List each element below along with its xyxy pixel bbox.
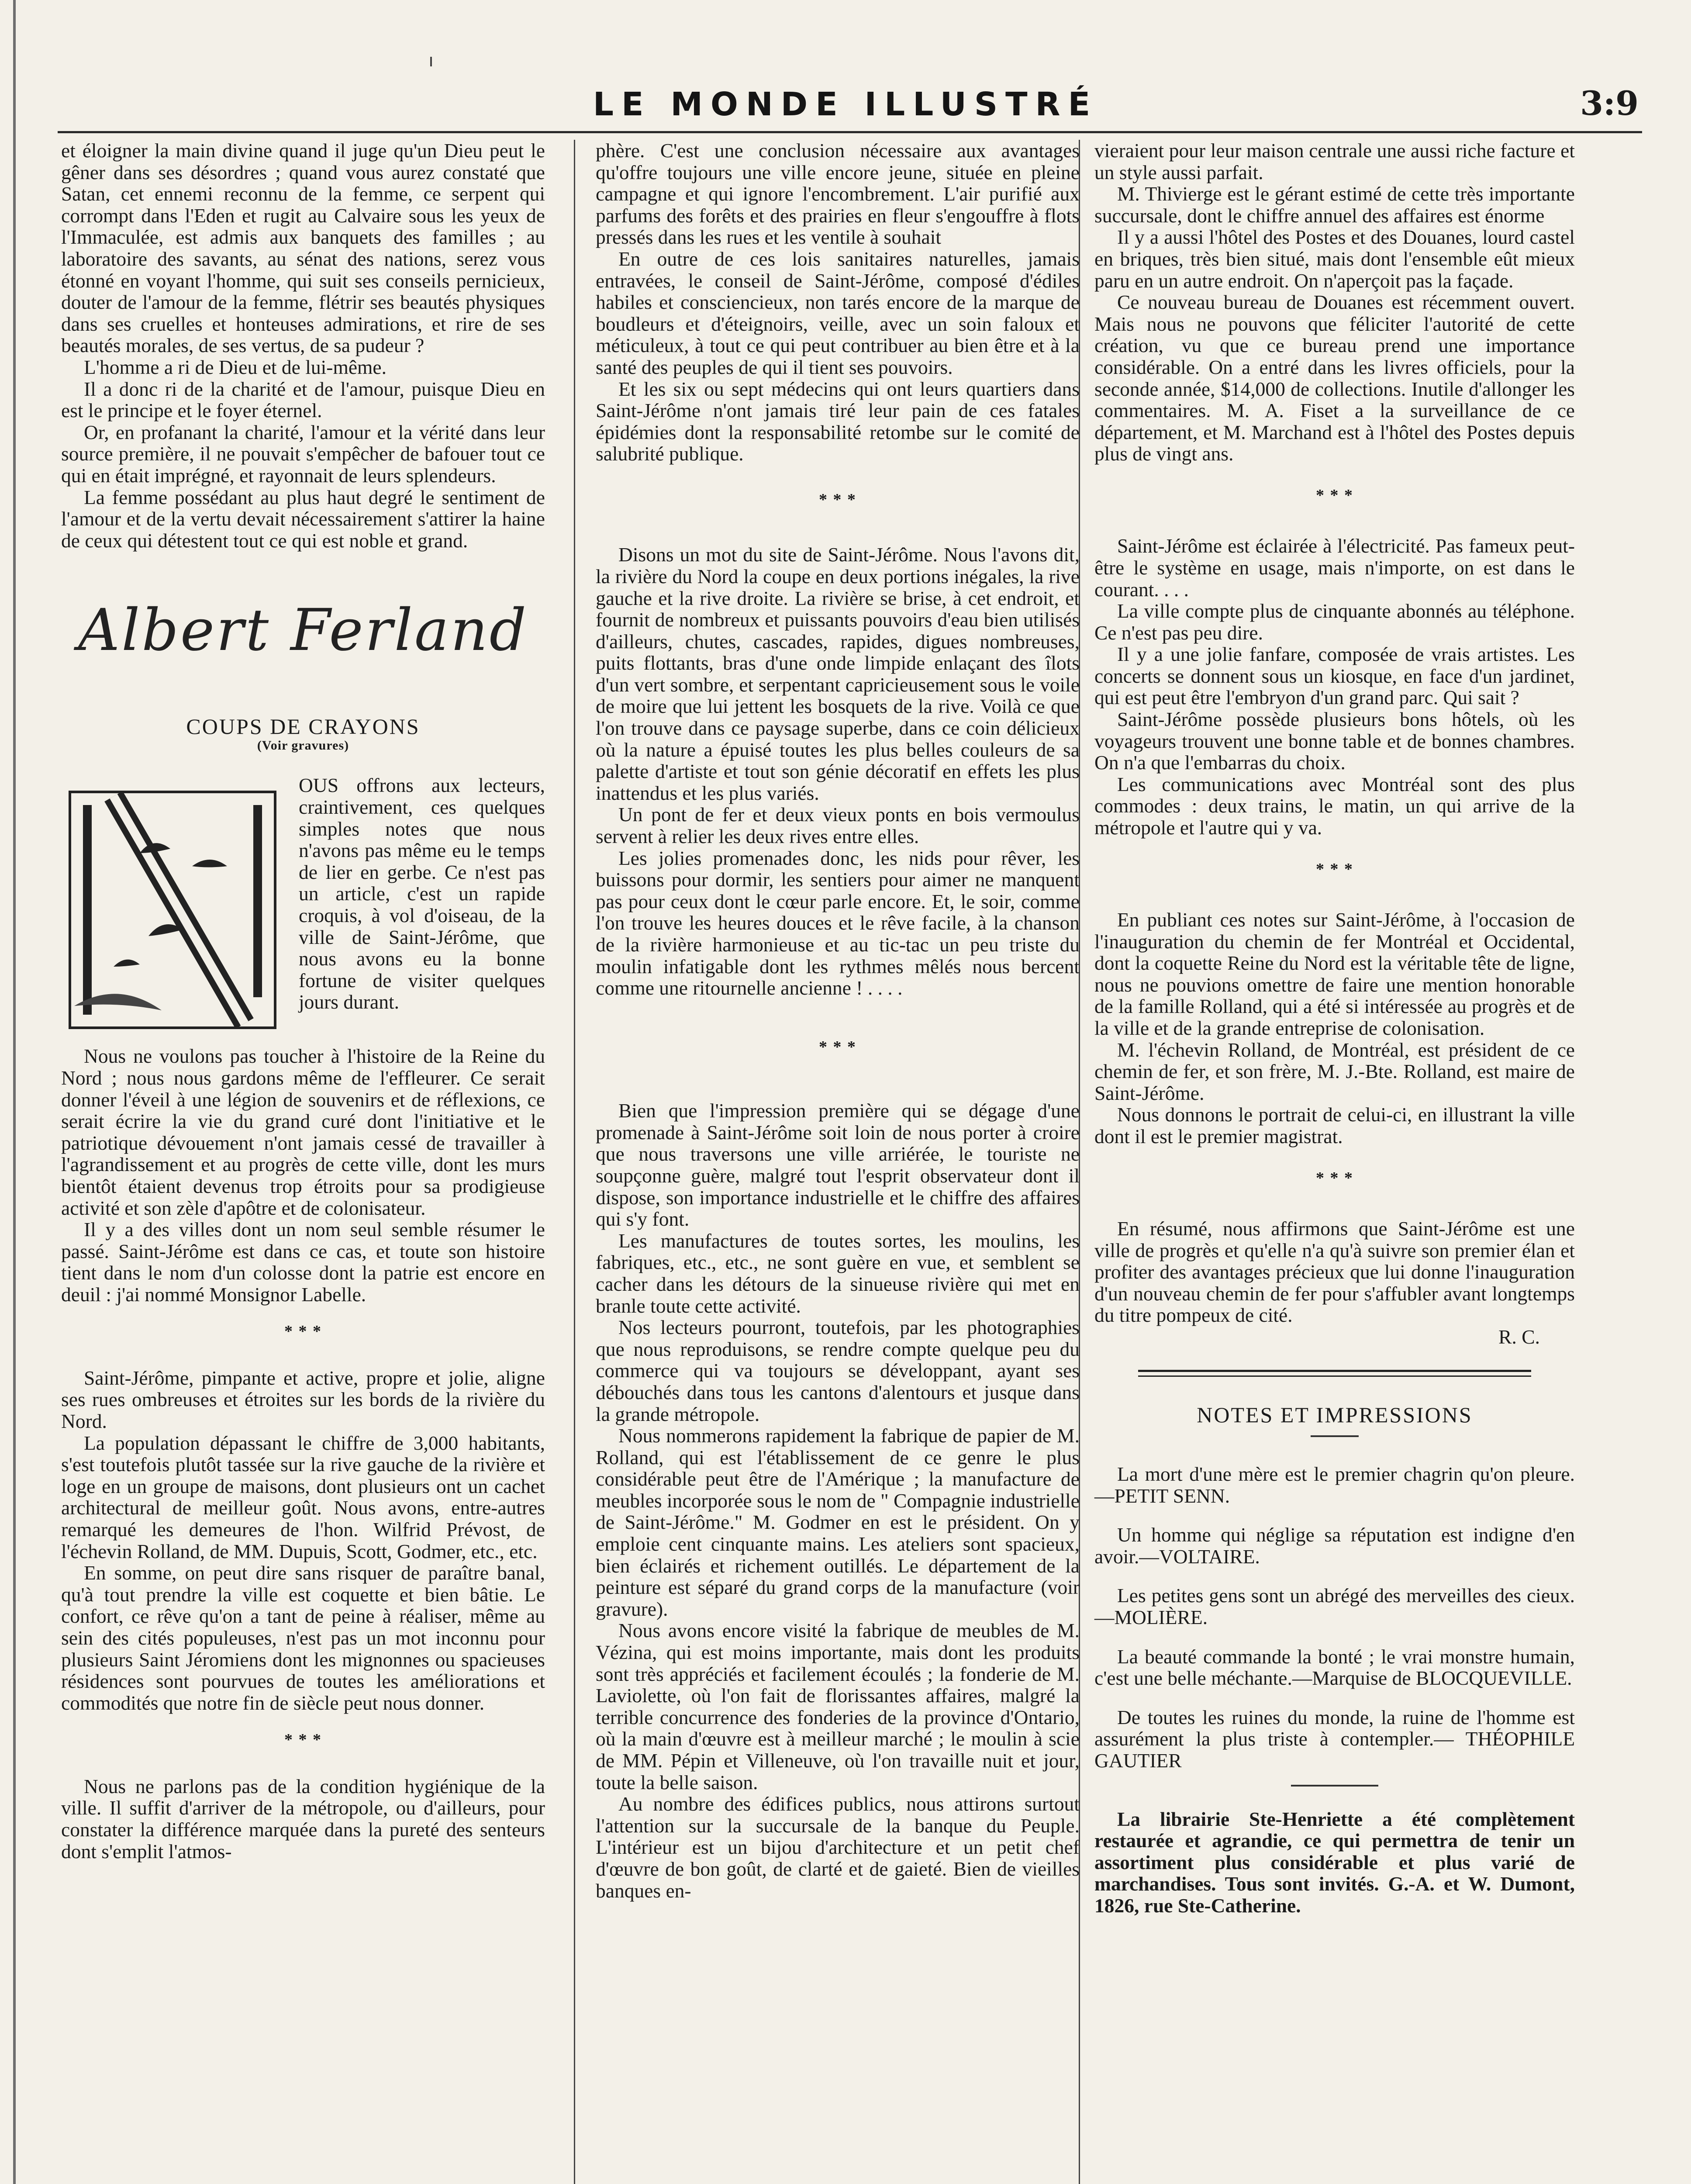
paragraph: Il y a une jolie fanfare, composée de vrais artistes. Les concerts se donnent sous un kiosque, en face d'un jardinet, qui est peut être l'embryon d'un grand parc. Qui sait ?	[1094, 643, 1575, 709]
short-rule	[1311, 1435, 1359, 1437]
asterism: * * *	[819, 490, 856, 509]
paragraph: Disons un mot du site de Saint-Jérôme. Nous l'avons dit, la rivière du Nord la coupe en deux portions inégales, la rive gauche et la rive droite. La rivière se brise, à cet endroit, et fournit de nombreux et puissants pouvoirs d'eau bien utilisés d'ailleurs, chutes, cascades, rapides, digues nombreuses, puits flottants, bras d'une onde limpide enlaçant des îlots d'un vert sombre, et serpentant capricieusement sous le voile de moire que lui jettent les bosquets de la rive. Voilà ce que l'on trouve dans ce paysage superbe, dans ce coin délicieux où la nature a épuisé toutes les plus belles couleurs de sa palette d'artiste et tout son génie décoratif en effets les plus inattendus et les plus variés.	[596, 543, 1080, 804]
paragraph: OUS offrons aux lecteurs, craintivement, ces quelques simples notes que nous n'avons pas même eu le temps de lier en gerbe. Ce n'est pas un article, c'est un rapide croquis, à vol d'oiseau, de la ville de Saint-Jérôme, que nous avons eu la bonne fortune de visiter quelques jours durant.	[299, 774, 545, 1013]
asterism: * * *	[284, 1322, 322, 1341]
double-rule	[1138, 1370, 1531, 1377]
section-title: NOTES ET IMPRESSIONS	[1197, 1402, 1473, 1427]
asterism: * * *	[1316, 860, 1353, 878]
note: Un homme qui néglige sa réputation est indigne d'en avoir.—VOLTAIRE.	[1094, 1524, 1575, 1568]
paragraph: La ville compte plus de cinquante abonnés au téléphone. Ce n'est pas peu dire.	[1094, 600, 1575, 644]
page-number: 3:9	[1580, 84, 1639, 123]
paragraph: M. Thivierge est le gérant estimé de cette très importante succursale, dont le chiffre annuel des affaires est énorme	[1094, 183, 1575, 227]
paragraph: Il y a aussi l'hôtel des Postes et des Douanes, lourd castel en briques, très bien situé, mais dont l'ensemble eût mieux paru en un autre endroit. On n'aperçoit pas la façade.	[1094, 226, 1575, 292]
paragraph: L'homme a ri de Dieu et de lui-même.	[84, 356, 387, 378]
header-rule	[58, 131, 1642, 133]
asterism: * * *	[1316, 1168, 1353, 1187]
asterism: * * *	[819, 1037, 856, 1056]
paragraph: Nous ne voulons pas toucher à l'histoire de la Reine du Nord ; nous nous gardons même de l'effleurer. Ce serait donner l'éveil à une légion de souvenirs et de réflexions, ce serait écrire la vie du grand curé dont l'initiative et le patriotique dévouement n'ont jamais cessé de travailler à l'agrandissement et au progrès de cette ville, dont les murs bientôt étaient devenus trop étroits pour sa prodigieuse activité et son zèle d'apôtre et de colonisateur.	[61, 1045, 545, 1219]
paragraph: Saint-Jérôme, pimpante et active, propre et jolie, aligne ses rues ombreuses et étroites sur les bords de la rivière du Nord.	[61, 1366, 545, 1433]
paragraph: Nous ne parlons pas de la condition hygiénique de la ville. Il suffit d'arriver de la métropole, ou d'ailleurs, pour constater la différence marquée dans la pureté des senteurs dont s'emplit l'atmos-	[61, 1775, 545, 1863]
left-margin-line	[13, 0, 16, 2184]
paragraph: Les manufactures de toutes sortes, les moulins, les fabriques, etc., etc., ne sont guère en vue, et semblent se cacher dans les détours de la sinueuse rivière qui met en branle toute cette activité.	[596, 1229, 1080, 1317]
paragraph: Nos lecteurs pourront, toutefois, par les photographies que nous reproduisons, se rendre compte quelque peu du commerce qui va toujours se développant, ayant ses débouchés dans tous les cantons d'alentours et jusque dans la grande métropole.	[596, 1316, 1080, 1425]
paragraph: En résumé, nous affirmons que Saint-Jérôme est une ville de progrès et qu'elle n'a qu'à suivre son premier élan et profiter des avantages précieux que lui donne l'inauguration d'un nouveau chemin de fer pour s'affubler avant longtemps du titre pompeux de cité.	[1094, 1217, 1575, 1327]
note: De toutes les ruines du monde, la ruine de l'homme est assurément la plus triste à contempler.— THÉOPHILE GAUTIER	[1094, 1706, 1575, 1772]
note: La mort d'une mère est le premier chagrin qu'on pleure.—PETIT SENN.	[1094, 1463, 1575, 1507]
paragraph: Au nombre des édifices publics, nous attirons surtout l'attention sur la succursale de la banque du Peuple. L'intérieur est un bijou d'architecture et un petit chef d'œuvre de bon goût, de clarté et de gaieté. Bien de vieilles banques en-	[596, 1793, 1080, 1902]
paragraph: Il a donc ri de la charité et de l'amour, puisque Dieu en est le principe et le foyer éternel.	[61, 377, 545, 422]
asterism: * * *	[1316, 486, 1353, 505]
column-rule	[574, 140, 575, 2184]
column-2	[596, 140, 1080, 1901]
paragraph: En somme, on peut dire sans risquer de paraître banal, qu'à tout prendre la ville est coquette et bien bâtie. Le confort, ce rêve qu'on a tant de peine à réaliser, même au sein des cités populeuses, n'est pas un mot inconnu pour plusieurs Saint Jéromiens dont les mignonnes ou spacieuses résidences sont pourvues de toutes les améliorations et commodités que notre fin de siècle peut nous donner.	[61, 1562, 545, 1714]
paragraph: La femme possédant au plus haut degré le sentiment de l'amour et de la vertu devait nécessairement s'attirer la haine de ceux qui détestent tout ce qui est noble et grand.	[61, 486, 545, 552]
paragraph: Les jolies promenades donc, les nids pour rêver, les buissons pour dormir, les sentiers pour aimer ne manquent pas pour ceux dont le cœur parle encore. Et, le soir, comme l'on trouve les heures douces et le rêve facile, à la chanson de la rivière harmonieuse et au tic-tac un peu triste du moulin infatigable dont les rythmes mêlés nous bercent comme une ritournelle ancienne ! . . . .	[596, 847, 1080, 999]
note: Les petites gens sont un abrégé des merveilles des cieux.—MOLIÈRE.	[1094, 1584, 1575, 1628]
paragraph: et éloigner la main divine quand il juge qu'un Dieu peut le gêner dans ses désordres ; quand vous aurez constaté que Satan, cet ennemi reconnu de la femme, ce serpent qui corrompt dans l'Eden et rugit au Calvaire sous les yeux de l'Immaculée, est admis aux banquets des familles ; au laboratoire des savants, au sénat des nations, serez vous étonné en voyant l'homme, qui suit ses conseils pernicieux, douter de l'amour de la femme, flétrir ses beautés physiques dans ses cruelles et honteuses admirations, et rire de ses beautés morales, de ses vertus, de sa pudeur ?	[61, 139, 545, 357]
paragraph: M. l'échevin Rolland, de Montréal, est président de ce chemin de fer, et son frère, M. J.-Bte. Rolland, est maire de Saint-Jérôme.	[1094, 1038, 1575, 1104]
paragraph: La population dépassant le chiffre de 3,000 habitants, s'est toutefois plutôt tassée sur la rive gauche de la rivière et loge en un groupe de maisons, dont plusieurs ont un cachet architectural de meilleur goût. Nous avons, entre-autres remarqué les demeures de l'hon. Wilfrid Prévost, de l'échevin Rolland, de MM. Dupuis, Scott, Godmer, etc., etc.	[61, 1431, 545, 1562]
section-subtitle: (Voir gravures)	[257, 738, 349, 753]
paragraph: Les communications avec Montréal sont des plus commodes : deux trains, le matin, un qui arrive de la métropole et l'autre qui y va.	[1094, 773, 1575, 839]
article-signature: R. C.	[1498, 1325, 1540, 1348]
paragraph: En outre de ces lois sanitaires naturelles, jamais entravées, le conseil de Saint-Jérôme, composé d'édiles habiles et consciencieux, non tarés encore de la marque de boudleurs et d'éteignoirs, veille, avec un soin faloux et méticuleux, à tout ce qui peut contribuer au bien être et à la santé des peuples de qui il tient ses pouvoirs.	[596, 247, 1080, 378]
paragraph: Nous donnons le portrait de celui-ci, en illustrant la ville dont il est le premier magistrat.	[1094, 1103, 1575, 1147]
paragraph: Nous nommerons rapidement la fabrique de papier de M. Rolland, qui est l'établissement de ce genre le plus considérable peut être de l'Amérique ; la manufacture de meubles incorporée sous le nom de " Compagnie industrielle de Saint-Jérôme." M. Godmer en est le président. On y emploie cent cinquante mains. Les ateliers sont spacieux, bien éclairés et richement outillés. Le département de la peinture est séparé du grand corps de la manufacture (voir gravure).	[596, 1424, 1080, 1620]
short-rule	[1291, 1785, 1378, 1787]
print-mark	[430, 57, 432, 66]
paragraph: Un pont de fer et deux vieux ponts en bois vermoulus servent à relier les deux rives entre elles.	[596, 803, 1080, 848]
paragraph: Nous avons encore visité la fabrique de meubles de M. Vézina, qui est moins importante, mais dont les produits sont très appréciés et facilement écoulés ; la fonderie de M. Laviolette, où l'on fait de florissantes affaires, malgré la terrible concurrence des fonderies de la province d'Ontario, où la main d'œuvre est à meilleur marché ; le moulin à scie de MM. Pépin et Villeneuve, où l'on travaille nuit et jour, toute la belle saison.	[596, 1619, 1080, 1794]
note: La beauté commande la bonté ; le vrai monstre humain, c'est une belle méchante.—Marquise de BLOCQUEVILLE.	[1094, 1645, 1575, 1690]
paragraph: phère. C'est une conclusion nécessaire aux avantages qu'offre toujours une ville encore jeune, située en pleine campagne et qui ignore l'encombrement. L'air purifié aux parfums des forêts et des prairies en fleur s'engouffre à flots pressés dans les rues et les ventile à souhait	[596, 139, 1080, 249]
asterism: * * *	[284, 1731, 322, 1749]
paragraph: Or, en profanant la charité, l'amour et la vérité dans leur source première, il ne pouvait s'empêcher de bafouer tout ce qui en était imprégné, et rayonnait de leurs splendeurs.	[61, 421, 545, 487]
paragraph: Saint-Jérôme est éclairée à l'électricité. Pas fameux peut-être le système en usage, mais n'importe, on est dans le courant. . . .	[1094, 535, 1575, 601]
advertisement: La librairie Ste-Henriette a été complètement restaurée et agrandie, ce qui permettra de tenir un assortiment plus considérable et plus varié de marchandises. Tous sont invités. G.-A. et W. Dumont, 1826, rue Ste-Catherine.	[1094, 1807, 1575, 1917]
section-title: COUPS DE CRAYONS	[186, 714, 420, 739]
paragraph: En publiant ces notes sur Saint-Jérôme, à l'occasion de l'inauguration du chemin de fer Montréal et Occidental, dont la coquette Reine du Nord est la véritable tête de ligne, nous ne pouvions omettre de faire une mention honorable de la famille Rolland, qui a été si intéressée au progrès et de la ville et de la grande entreprise de colonisation.	[1094, 909, 1575, 1039]
paragraph: Il y a des villes dont un nom seul semble résumer le passé. Saint-Jérôme est dans ce cas, et toute son histoire tient dans le nom d'un colosse dont la patrie est encore en deuil : j'ai nommé Monsignor Labelle.	[61, 1218, 545, 1306]
paragraph: Bien que l'impression première qui se dégage d'une promenade à Saint-Jérôme soit loin de nous porter à croire que nous traversons une ville arriérée, le touriste ne soupçonne guère, malgré tout l'esprit observateur dont il dispose, son importance industrielle et le chiffre des affaires qui s'y font.	[596, 1099, 1080, 1230]
author-signature: Albert Ferland	[78, 597, 528, 664]
dropcap-n-swallows-icon	[61, 779, 288, 1041]
paragraph: Ce nouveau bureau de Douanes est récemment ouvert. Mais nous ne pouvons que féliciter l'autorité de cette création, vu que ce bureau prend une importance considérable. On a entré dans les livres officiels, pour la seconde année, $14,000 de collections. Inutile d'allonger les commentaires. M. A. Fiset a la surveillance de ce département, et M. Marchand est à l'hôtel des Postes depuis plus de vingt ans.	[1094, 291, 1575, 465]
paragraph: vieraient pour leur maison centrale une aussi riche facture et un style aussi parfait.	[1094, 139, 1575, 183]
paragraph: Saint-Jérôme possède plusieurs bons hôtels, où les voyageurs trouvent une bonne table et de bonnes chambres. On n'a que l'embarras du choix.	[1094, 708, 1575, 774]
masthead-title: LE MONDE ILLUSTRÉ	[593, 86, 1098, 123]
dropcap-paragraph	[61, 774, 545, 1045]
paragraph: Et les six ou sept médecins qui ont leurs quartiers dans Saint-Jérôme n'ont jamais tiré leur pain de ces fatales épidémies dont la responsabilité retombe sur le comité de salubrité publique.	[596, 377, 1080, 465]
column-1	[61, 140, 545, 1862]
column-3	[1094, 140, 1575, 1917]
